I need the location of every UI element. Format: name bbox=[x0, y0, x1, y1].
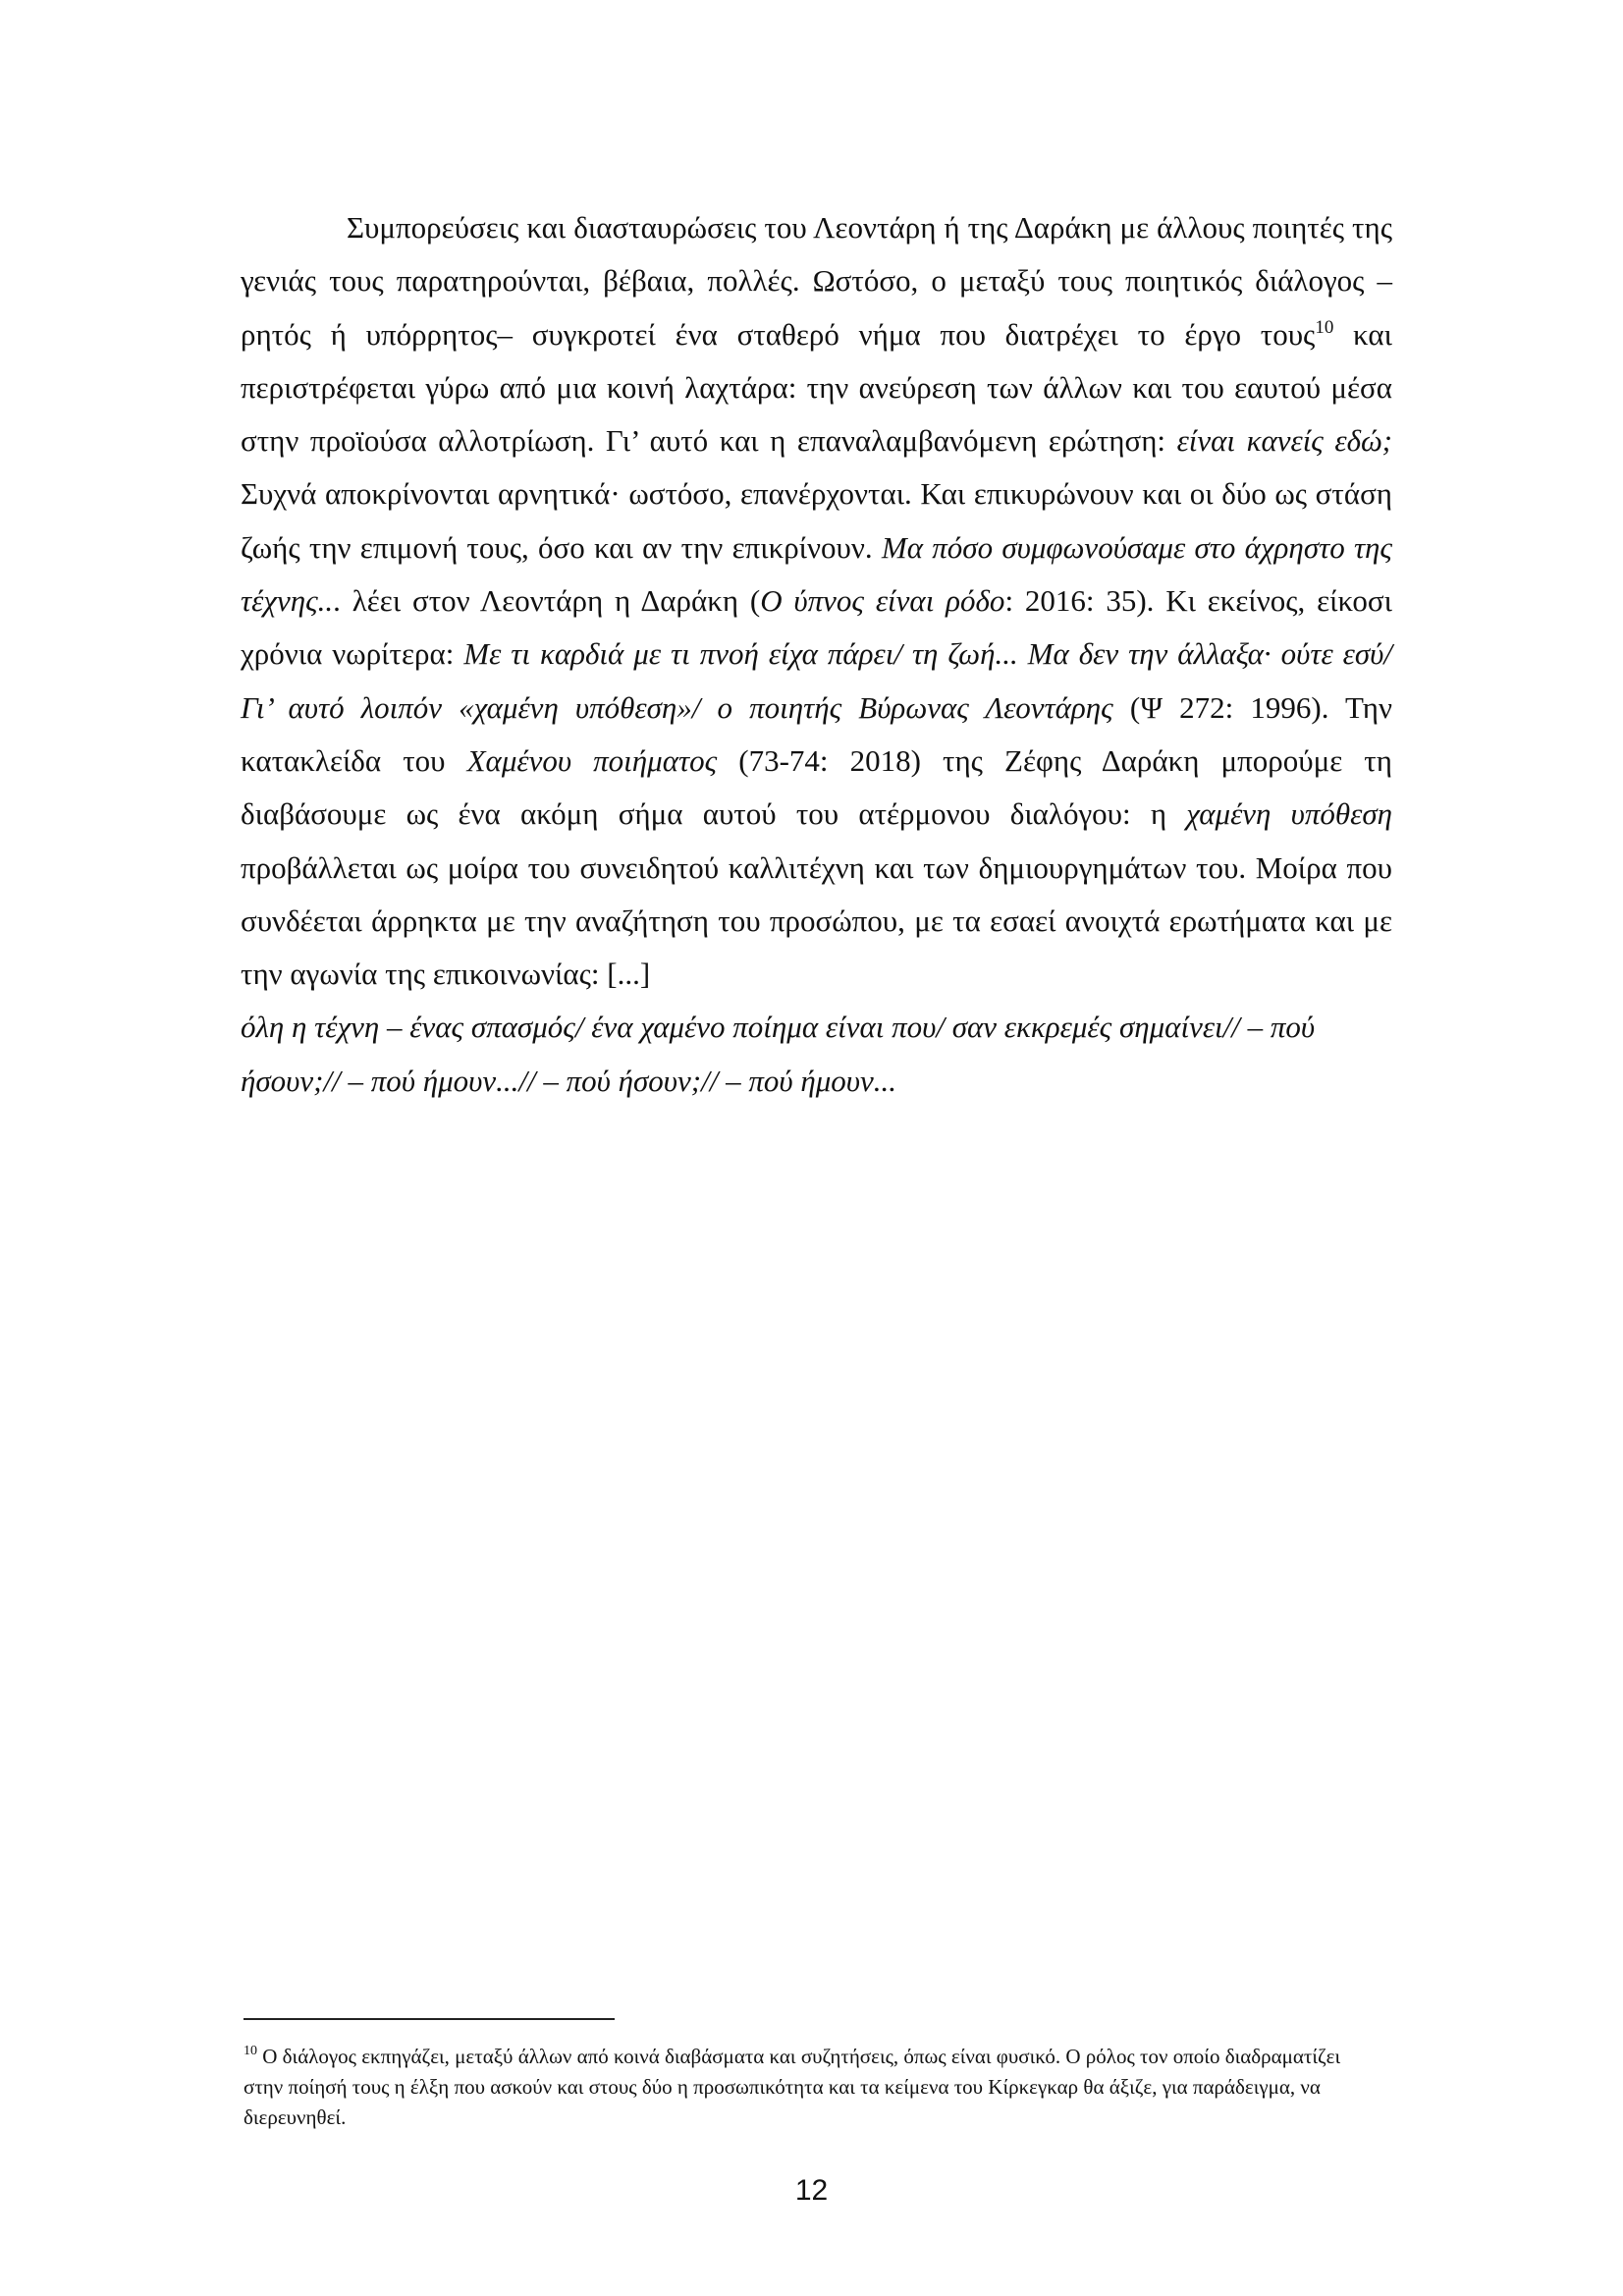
page-number: 12 bbox=[794, 2174, 829, 2207]
text-run: . λέει στον Λεοντάρη η Δαράκη ( bbox=[333, 583, 761, 619]
text-run: Συμπορεύσεις και διασταυρώσεις του Λεοντάρη ή της Δαράκη με άλλους ποιητές της γενιάς τους παρατηρούνται, βέβαια, πολλές. Ωστόσο, ο μεταξύ τους ποιητικός διάλογος –ρητός ή υπόρρητος– συγκροτεί ένα σταθερό νήμα που διατρέχει το έργο τους bbox=[241, 210, 1392, 352]
text-run: και περιστρέφεται γύρω από μια κοινή λαχτάρα: την ανεύρεση των άλλων και του εαυτού μέσα στην προϊούσα αλλοτρίωση. Γι’ αυτό και η επαναλαμβανόμενη ερώτηση: bbox=[241, 316, 1392, 459]
text-run: : 2016: 35). Κι εκείνος, είκοσι χρόνια νωρίτερα: bbox=[241, 583, 1392, 672]
text-run: (Ψ 272: 1996). Την κατακλείδα του bbox=[241, 689, 1392, 778]
book-title: Ο ύπνος είναι ρόδο bbox=[760, 583, 1005, 619]
footnote-number: 10 bbox=[243, 2044, 257, 2058]
footnote-text: Ο διάλογος εκπηγάζει, μεταξύ άλλων από κοινά διαβάσματα και συζητήσεις, όπως είναι φυσικό. Ο ρόλος τον οποίο διαδραματίζει στην ποίησή τους η έλξη που ασκούν και στους δύο η προσωπικότητα και τα κείμενα του Κίρκεγκαρ θα άξιζε, για παράδειγμα, να διερευνηθεί. bbox=[243, 2045, 1341, 2129]
footnote bbox=[243, 2042, 1358, 2133]
poem-quote: όλη η τέχνη – ένας σπασμός/ ένα χαμένο ποίημα είναι που/ σαν εκκρεμές σημαίνει// – πού ήσουν;// – πού ήμουν...// – πού ήσουν;// – πού ήμουν... bbox=[241, 1010, 1316, 1098]
poem-quote: Με τι καρδιά με τι πνοή είχα πάρει/ τη ζωή... Μα δεν την άλλαξα· ούτε εσύ/ Γι’ αυτό λοιπόν «χαμένη υπόθεση»/ ο ποιητής Βύρωνας Λεοντάρης bbox=[241, 636, 1392, 725]
footnote-reference[interactable]: 10 bbox=[1315, 316, 1334, 338]
text-run: (73-74: 2018) της Ζέφης Δαράκη μπορούμε τη διαβάσουμε ως ένα ακόμη σήμα αυτού του ατέρμονου διαλόγου: η bbox=[241, 742, 1392, 832]
text-run: προβάλλεται ως μοίρα του συνειδητού καλλιτέχνη και των δημιουργημάτων του. Μοίρα που συνδέεται άρρηκτα με την αναζήτηση του προσώπου, με τα εσαεί ανοιχτά ερωτήματα και με την αγωνία της επικοινωνίας: [...] bbox=[241, 849, 1392, 992]
italic-run: χαμένη υπόθεση bbox=[1186, 796, 1393, 832]
paragraph bbox=[241, 201, 1392, 1001]
footnote-area bbox=[243, 2018, 1358, 2133]
italic-run: Μα πόσο συμφωνούσαμε στο άχρηστο της τέχνης.. bbox=[241, 529, 1393, 619]
poem-excerpt bbox=[241, 1001, 1392, 1108]
footnote-separator bbox=[243, 2018, 615, 2020]
main-text bbox=[241, 201, 1392, 1108]
text-run: Συχνά αποκρίνονται αρνητικά· ωστόσο, επανέρχονται. Και επικυρώνουν και οι δύο ως στάση ζωής την επιμονή τους, όσο και αν την επικρίνουν. bbox=[241, 476, 1392, 565]
book-title: Χαμένου ποιήματος bbox=[466, 742, 718, 778]
italic-run: είναι κανείς εδώ; bbox=[1176, 423, 1392, 459]
